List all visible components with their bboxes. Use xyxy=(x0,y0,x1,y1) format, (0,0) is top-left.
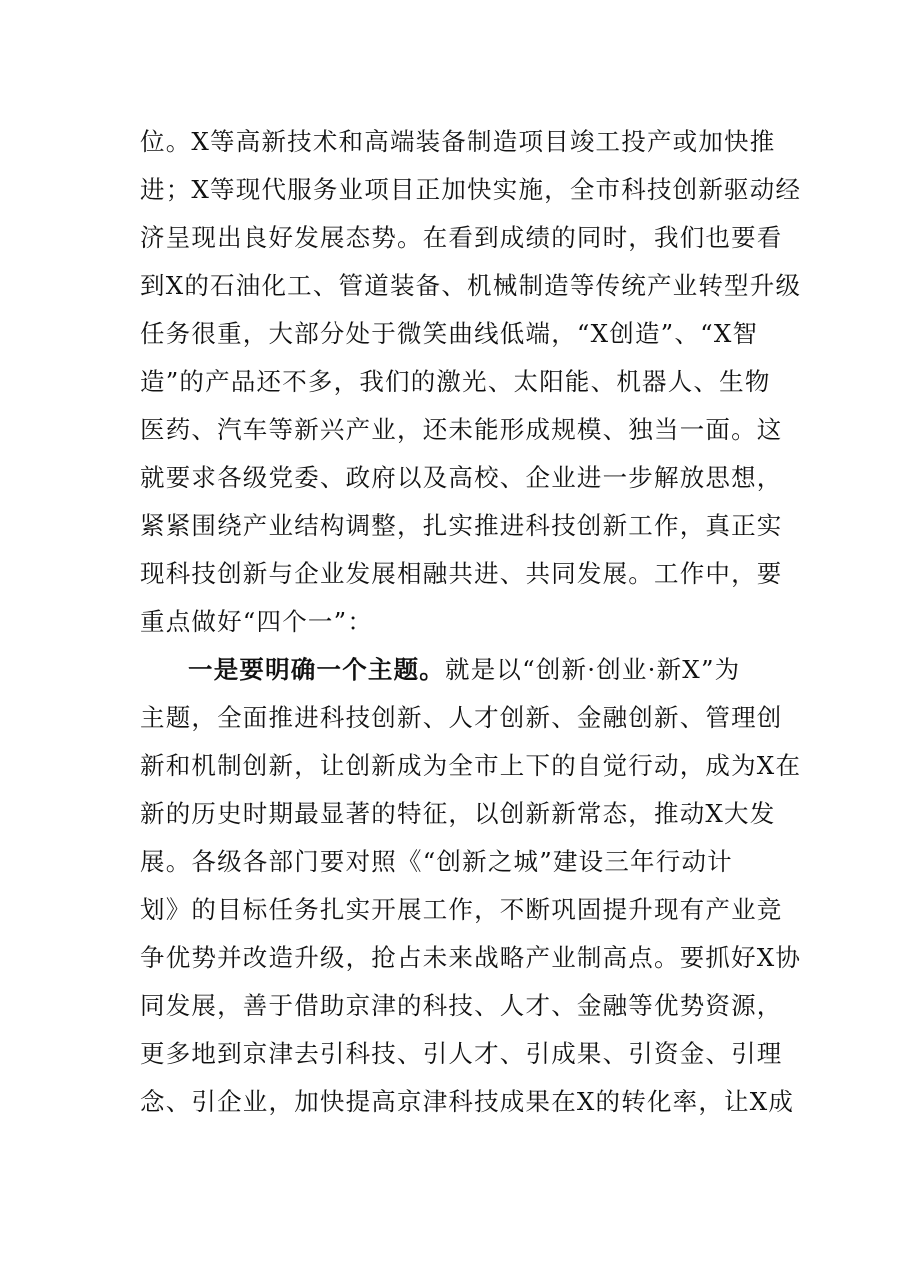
text-line: 济呈现出良好发展态势。在看到成绩的同时，我们也要看 xyxy=(140,223,783,252)
text-line: 展。各级各部门要对照《“创新之城”建设三年行动计 xyxy=(140,847,733,876)
paragraph-first-line xyxy=(188,650,740,690)
text-line: 造”的产品还不多，我们的激光、太阳能、机器人、生物 xyxy=(140,367,771,396)
text-line: 到X的石油化工、管道装备、机械制造等传统产业转型升级 xyxy=(140,271,802,300)
text-span: 就是以“创新·创业·新X”为 xyxy=(445,655,741,684)
text-line: 主题，全面推进科技创新、人才创新、金融创新、管理创 xyxy=(140,703,783,732)
text-line: 现科技创新与企业发展相融共进、共同发展。工作中，要 xyxy=(140,559,783,588)
text-line: 同发展，善于借助京津的科技、人才、金融等优势资源， xyxy=(140,991,783,1020)
text-line: 任务很重，大部分处于微笑曲线低端，“X创造”、“X智 xyxy=(140,319,759,348)
text-line: 新和机制创新，让创新成为全市上下的自觉行动，成为X在 xyxy=(140,751,802,780)
text-line: 医药、汽车等新兴产业，还未能形成规模、独当一面。这 xyxy=(140,415,783,444)
text-line: 争优势并改造升级，抢占未来战略产业制高点。要抓好X协 xyxy=(140,943,802,972)
text-line: 新的历史时期最显著的特征，以创新新常态，推动X大发 xyxy=(140,799,776,828)
text-line: 进；X等现代服务业项目正加快实施，全市科技创新驱动经 xyxy=(140,175,802,204)
text-line: 念、引企业，加快提高京津科技成果在X的转化率，让X成 xyxy=(140,1087,795,1116)
text-line: 位。X等高新技术和高端装备制造项目竣工投产或加快推 xyxy=(140,127,776,156)
text-line: 就要求各级党委、政府以及高校、企业进一步解放思想， xyxy=(140,463,783,492)
text-line: 重点做好“四个一”： xyxy=(140,607,374,636)
text-line: 划》的目标任务扎实开展工作，不断巩固提升现有产业竞 xyxy=(140,895,783,924)
text-line: 更多地到京津去引科技、引人才、引成果、引资金、引理 xyxy=(140,1039,783,1068)
section-heading: 一是要明确一个主题。 xyxy=(188,655,445,684)
text-line: 紧紧围绕产业结构调整，扎实推进科技创新工作，真正实 xyxy=(140,511,783,540)
